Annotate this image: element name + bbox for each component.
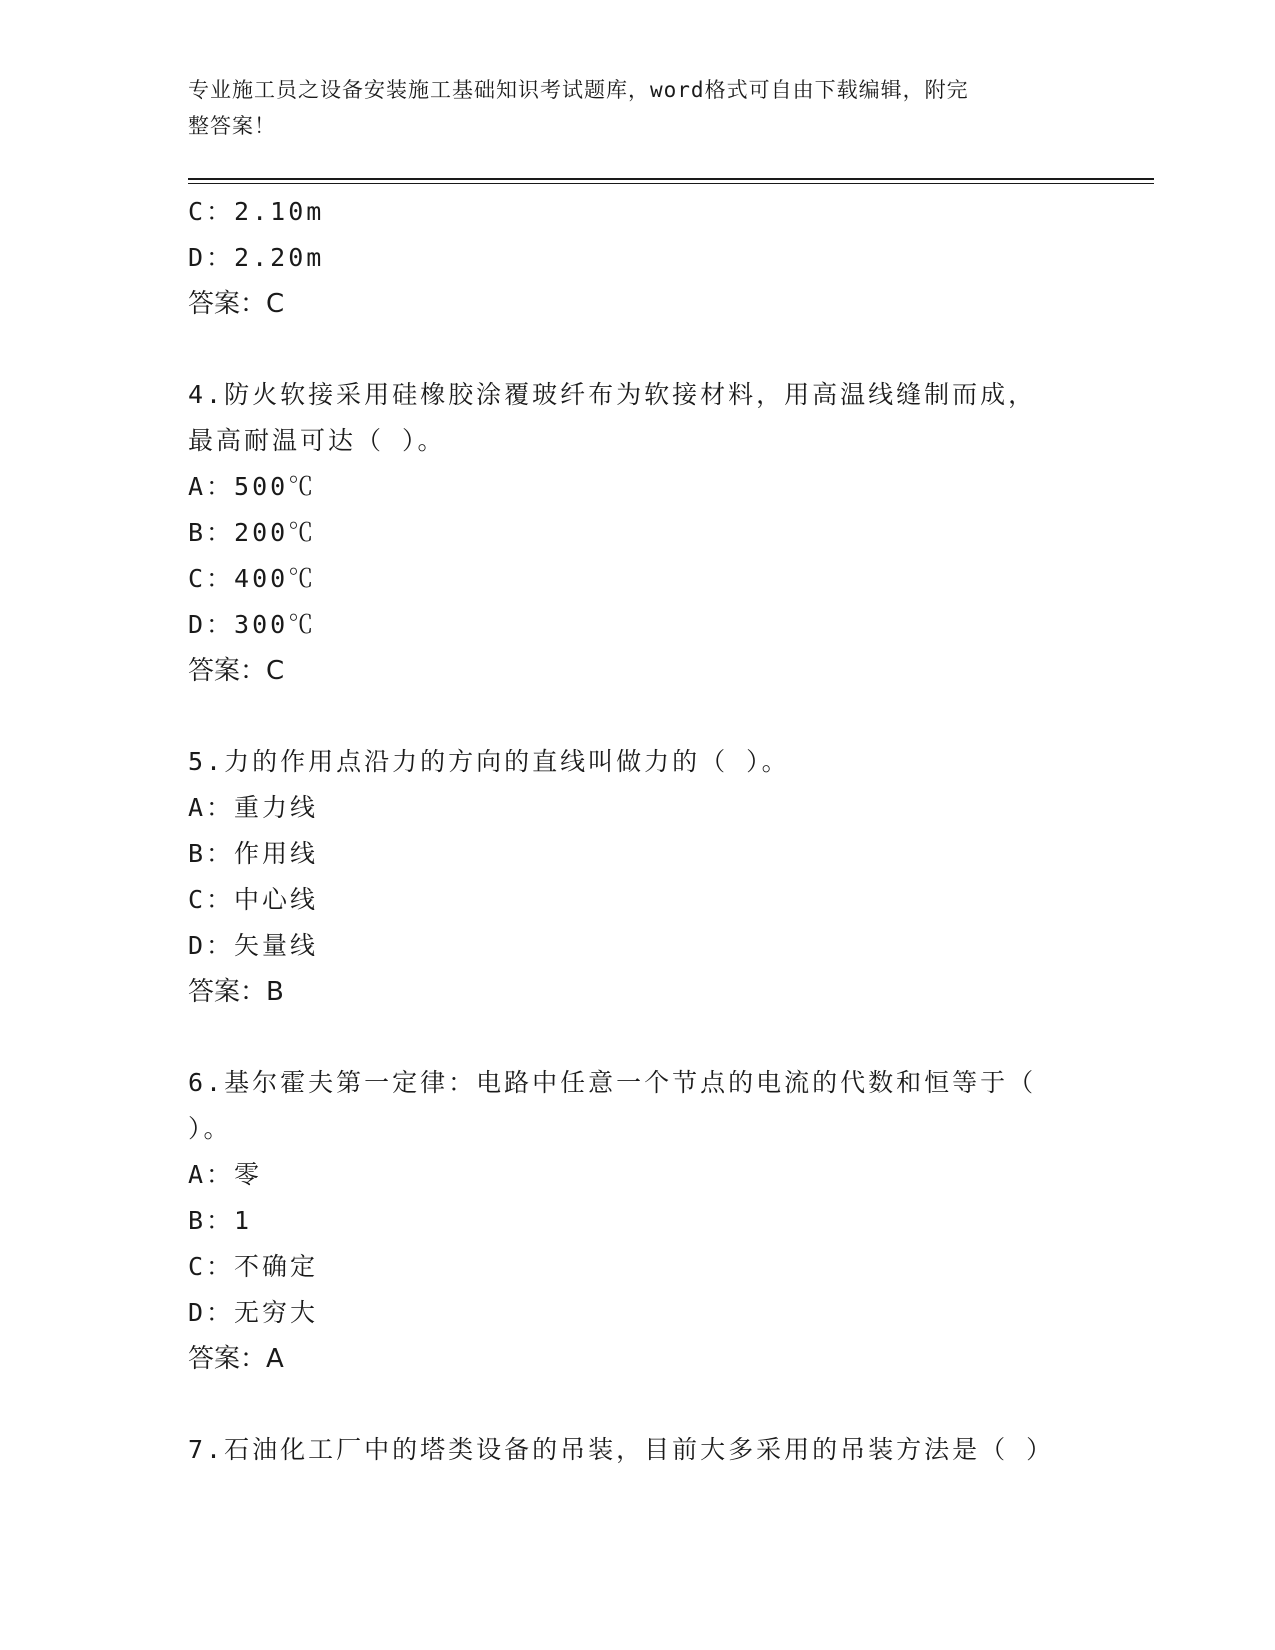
answer: 答案：B [188, 977, 284, 1007]
header-divider-thick [188, 178, 1154, 180]
answer: 答案：C [188, 289, 285, 319]
option-c: C：不确定 [188, 1252, 319, 1281]
document-header [188, 72, 1068, 144]
option-c: C：2.10m [188, 197, 325, 226]
option-b: B：200℃ [188, 518, 317, 547]
question-7 [188, 1427, 1088, 1473]
spacer [188, 1015, 1088, 1060]
option-c: C：中心线 [188, 885, 319, 914]
question-stem-line-2: ）。 [188, 1114, 232, 1143]
option-d: D：矢量线 [188, 931, 319, 960]
option-d: D：无穷大 [188, 1298, 319, 1327]
question-5 [188, 739, 1088, 1015]
option-b: B：作用线 [188, 839, 319, 868]
question-3-tail [188, 189, 1088, 327]
header-title-line-2: 整答案！ [188, 114, 276, 138]
header-title-line-1: 专业施工员之设备安装施工基础知识考试题库，word格式可自由下载编辑，附完 [188, 78, 969, 102]
spacer [188, 327, 1088, 372]
question-stem-line-1: 6.基尔霍夫第一定律：电路中任意一个节点的电流的代数和恒等于（ [188, 1068, 1037, 1097]
header-divider-thin [188, 183, 1154, 184]
spacer [188, 1382, 1088, 1427]
question-stem-line-1: 7.石油化工厂中的塔类设备的吊装，目前大多采用的吊装方法是（ ） [188, 1435, 1055, 1464]
option-d: D：300℃ [188, 610, 317, 639]
spacer [188, 694, 1088, 739]
option-b: B：1 [188, 1206, 253, 1235]
question-stem-line-1: 4.防火软接采用硅橡胶涂覆玻纤布为软接材料，用高温线缝制而成， [188, 380, 1037, 409]
question-6 [188, 1060, 1088, 1382]
option-a: A：零 [188, 1160, 263, 1189]
option-c: C：400℃ [188, 564, 317, 593]
question-4 [188, 372, 1088, 694]
option-a: A：500℃ [188, 472, 317, 501]
question-stem-line-1: 5.力的作用点沿力的方向的直线叫做力的（ ）。 [188, 747, 790, 776]
answer: 答案：A [188, 1344, 284, 1374]
question-list [188, 189, 1088, 1473]
question-stem-line-2: 最高耐温可达（ ）。 [188, 426, 446, 455]
option-d: D：2.20m [188, 243, 325, 272]
option-a: A：重力线 [188, 793, 319, 822]
answer: 答案：C [188, 656, 285, 686]
